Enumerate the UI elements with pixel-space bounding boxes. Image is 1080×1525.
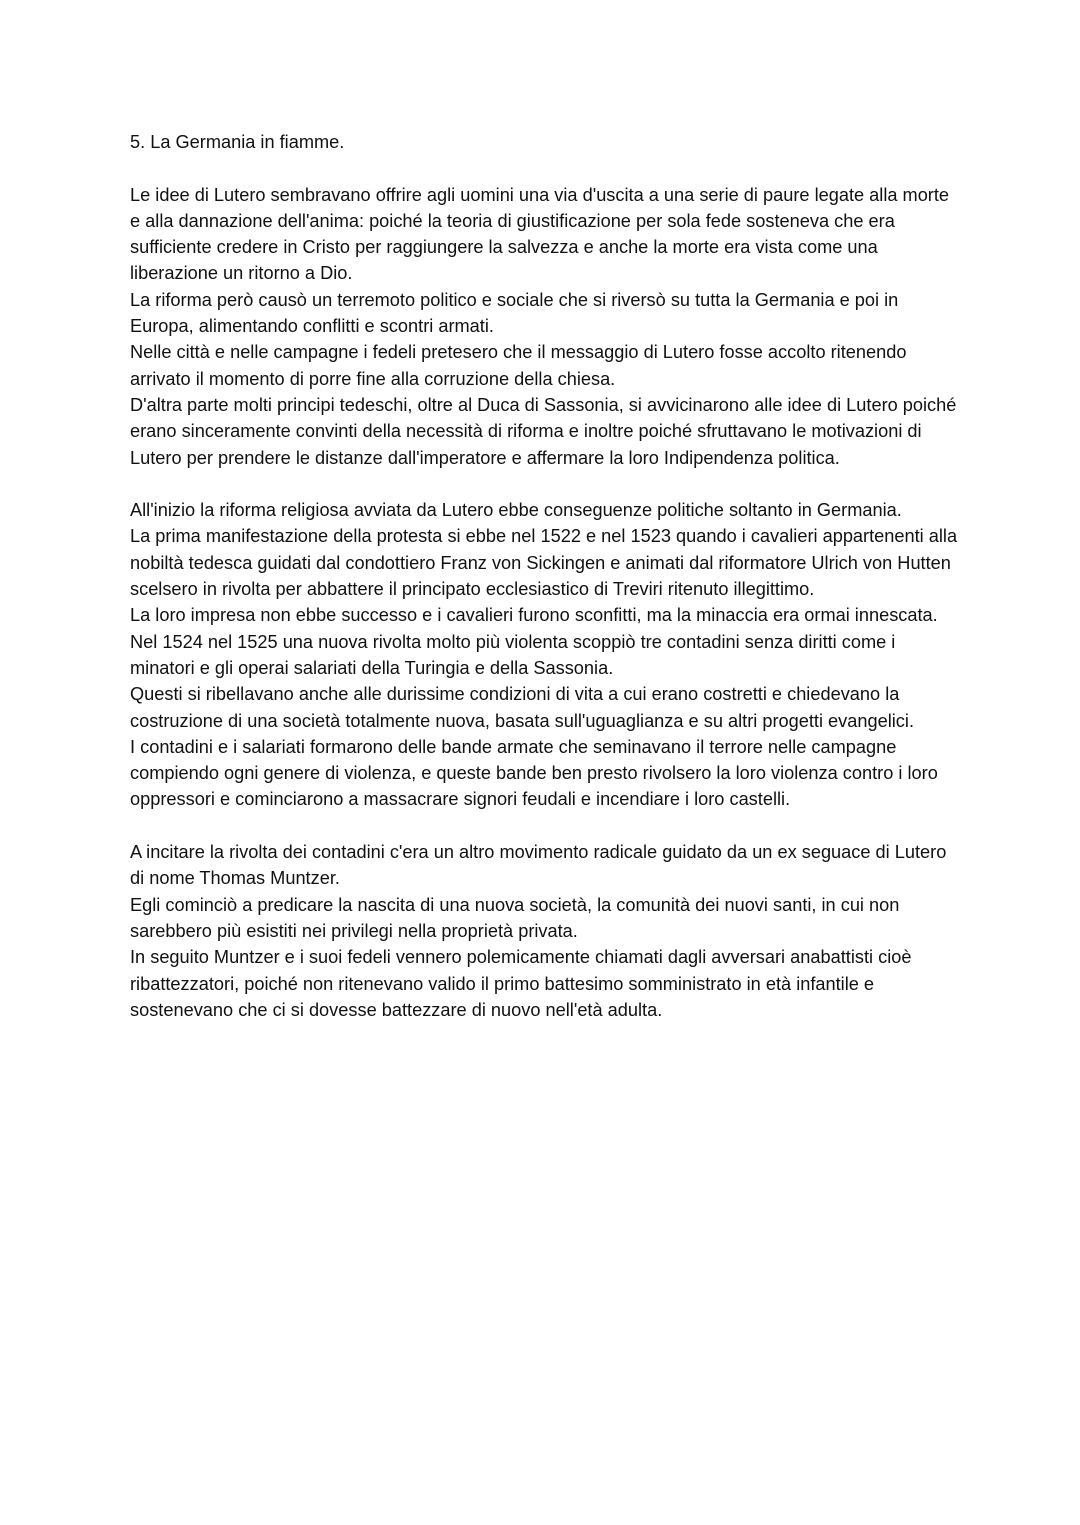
section-1	[130, 182, 960, 471]
paragraph: A incitare la rivolta dei contadini c'era un altro movimento radicale guidato da un ex seguace di Lutero di nome Thomas Muntzer.	[130, 842, 947, 889]
paragraph: D'altra parte molti principi tedeschi, oltre al Duca di Sassonia, si avvicinarono alle idee di Lutero poiché erano sinceramente convinti della necessità di riforma e inoltre poiché sfruttavano le motivazioni di Lutero per prendere le distanze dall'imperatore e affermare la loro Indipendenza politica.	[130, 394, 957, 468]
paragraph: All'inizio la riforma religiosa avviata da Lutero ebbe conseguenze politiche soltanto in Germania.	[130, 500, 902, 521]
section-2	[130, 497, 960, 813]
paragraph: Nel 1524 nel 1525 una nuova rivolta molto più violenta scoppiò tre contadini senza diritti come i minatori e gli operai salariati della Turingia e della Sassonia.	[130, 631, 896, 678]
paragraph: La loro impresa non ebbe successo e i cavalieri furono sconfitti, ma la minaccia era ormai innescata.	[130, 605, 938, 626]
document-page	[130, 129, 960, 1049]
section-3	[130, 839, 960, 1023]
paragraph: I contadini e i salariati formarono delle bande armate che seminavano il terrore nelle campagne compiendo ogni genere di violenza, e queste bande ben presto rivolsero la loro violenza contro i loro oppressori e cominciarono a massacrare signori feudali e incendiare i loro castelli.	[130, 736, 938, 810]
paragraph: In seguito Muntzer e i suoi fedeli vennero polemicamente chiamati dagli avversari anabattisti cioè ribattezzatori, poiché non ritenevano valido il primo battesimo somministrato in età infantile e sostenevano che ci si dovesse battezzare di nuovo nell'età adulta.	[130, 947, 912, 1020]
paragraph: Nelle città e nelle campagne i fedeli pretesero che il messaggio di Lutero fosse accolto ritenendo arrivato il momento di porre fine alla corruzione della chiesa.	[130, 342, 907, 389]
paragraph: Egli cominciò a predicare la nascita di una nuova società, la comunità dei nuovi santi, in cui non sarebbero più esistiti nei privilegi nella proprietà privata.	[130, 894, 900, 941]
paragraph: La riforma però causò un terremoto politico e sociale che si riversò su tutta la Germania e poi in Europa, alimentando conflitti e scontri armati.	[130, 289, 899, 337]
document-title: 5. La Germania in fiamme.	[130, 132, 345, 152]
paragraph: La prima manifestazione della protesta si ebbe nel 1522 e nel 1523 quando i cavalieri appartenenti alla nobiltà tedesca guidati dal condottiero Franz von Sickingen e animati dal riformatore Ulrich von Hutten scelsero in rivolta per abbattere il principato ecclesiastico di Treviri ritenuto illegittimo.	[130, 526, 958, 600]
paragraph: Le idee di Lutero sembravano offrire agli uomini una via d'uscita a una serie di paure legate alla morte e alla dannazione dell'anima: poiché la teoria di giustificazione per sola fede sosteneva che era sufficiente credere in Cristo per raggiungere la salvezza e anche la morte era vista come una liberazione un ritorno a Dio.	[130, 184, 950, 284]
paragraph: Questi si ribellavano anche alle durissime condizioni di vita a cui erano costretti e chiedevano la costruzione di una società totalmente nuova, basata sull'uguaglianza e su altri progetti evangelici.	[130, 684, 914, 731]
